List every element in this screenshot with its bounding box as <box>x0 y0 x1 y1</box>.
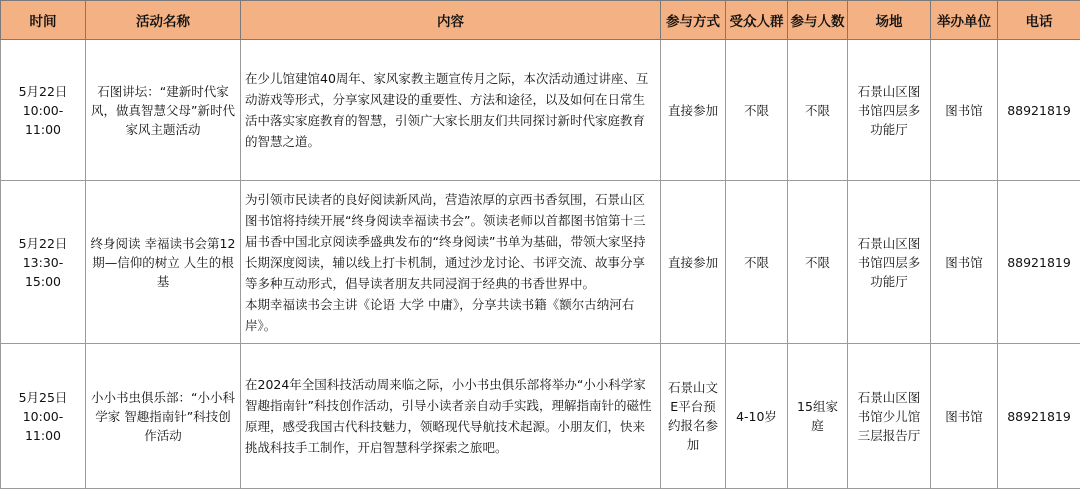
cell-time: 5月22日 10:00-11:00 <box>1 40 86 181</box>
cell-content <box>241 181 661 344</box>
cell-activity-name: 终身阅读 幸福读书会第12期—信仰的树立 人生的根基 <box>86 181 241 344</box>
cell-phone: 88921819 <box>998 344 1080 489</box>
cell-activity-name: 石图讲坛：“建新时代家风，做真智慧父母”新时代家风主题活动 <box>86 40 241 181</box>
cell-participation-method: 石景山文E平台预约报名参加 <box>661 344 726 489</box>
header-content: 内容 <box>241 1 661 40</box>
header-phone: 电话 <box>998 1 1080 40</box>
table-header-row <box>1 1 1080 40</box>
cell-audience: 4-10岁 <box>726 344 788 489</box>
table-row <box>1 344 1080 489</box>
cell-venue: 石景山区图书馆四层多功能厅 <box>848 181 931 344</box>
header-organizer: 举办单位 <box>931 1 998 40</box>
header-audience: 受众人群 <box>726 1 788 40</box>
cell-activity-name: 小小书虫俱乐部：“小小科学家 智趣指南针”科技创作活动 <box>86 344 241 489</box>
cell-participant-count: 不限 <box>788 181 848 344</box>
cell-venue: 石景山区图书馆少儿馆三层报告厅 <box>848 344 931 489</box>
content-paragraph: 为引领市民读者的良好阅读新风尚，营造浓厚的京西书香氛围，石景山区图书馆将持续开展“终身阅读幸福读书会”。领读老师以首都图书馆第十三届书香中国北京阅读季盛典发布的“终身阅读”书单为基础，带领大家坚持长期深度阅读，辅以线上打卡机制，通过沙龙讨论、书评交流、故事分享等多种互动形式，倡导读者朋友共同浸润于经典的书香世界中。 <box>245 189 656 294</box>
cell-venue: 石景山区图书馆四层多功能厅 <box>848 40 931 181</box>
cell-audience: 不限 <box>726 181 788 344</box>
cell-phone: 88921819 <box>998 40 1080 181</box>
cell-participant-count: 不限 <box>788 40 848 181</box>
table-row <box>1 181 1080 344</box>
content-paragraph: 本期幸福读书会主讲《论语 大学 中庸》，分享共读书籍《额尔古纳河右岸》。 <box>245 294 656 336</box>
cell-participation-method: 直接参加 <box>661 40 726 181</box>
cell-time: 5月22日 13:30-15:00 <box>1 181 86 344</box>
content-paragraph: 在2024年全国科技活动周来临之际，小小书虫俱乐部将举办“小小科学家 智趣指南针”科技创作活动，引导小读者亲自动手实践，理解指南针的磁性原理，感受我国古代科技魅力，领略现代导航技术起源。小朋友们，快来挑战科技手工制作，开启智慧科学探索之旅吧。 <box>245 374 656 458</box>
table-row <box>1 40 1080 181</box>
header-time: 时间 <box>1 1 86 40</box>
content-paragraph: 在少儿馆建馆40周年、家风家教主题宣传月之际，本次活动通过讲座、互动游戏等形式，分享家风建设的重要性、方法和途径，以及如何在日常生活中落实家庭教育的智慧，引领广大家长朋友们共同探讨新时代家庭教育的智慧之道。 <box>245 68 656 152</box>
cell-organizer: 图书馆 <box>931 181 998 344</box>
cell-phone: 88921819 <box>998 181 1080 344</box>
header-participation-method: 参与方式 <box>661 1 726 40</box>
cell-time: 5月25日 10:00-11:00 <box>1 344 86 489</box>
cell-content <box>241 344 661 489</box>
cell-participant-count: 15组家庭 <box>788 344 848 489</box>
header-participant-count: 参与人数 <box>788 1 848 40</box>
header-venue: 场地 <box>848 1 931 40</box>
header-activity-name: 活动名称 <box>86 1 241 40</box>
cell-participation-method: 直接参加 <box>661 181 726 344</box>
cell-organizer: 图书馆 <box>931 344 998 489</box>
cell-organizer: 图书馆 <box>931 40 998 181</box>
cell-audience: 不限 <box>726 40 788 181</box>
cell-content <box>241 40 661 181</box>
